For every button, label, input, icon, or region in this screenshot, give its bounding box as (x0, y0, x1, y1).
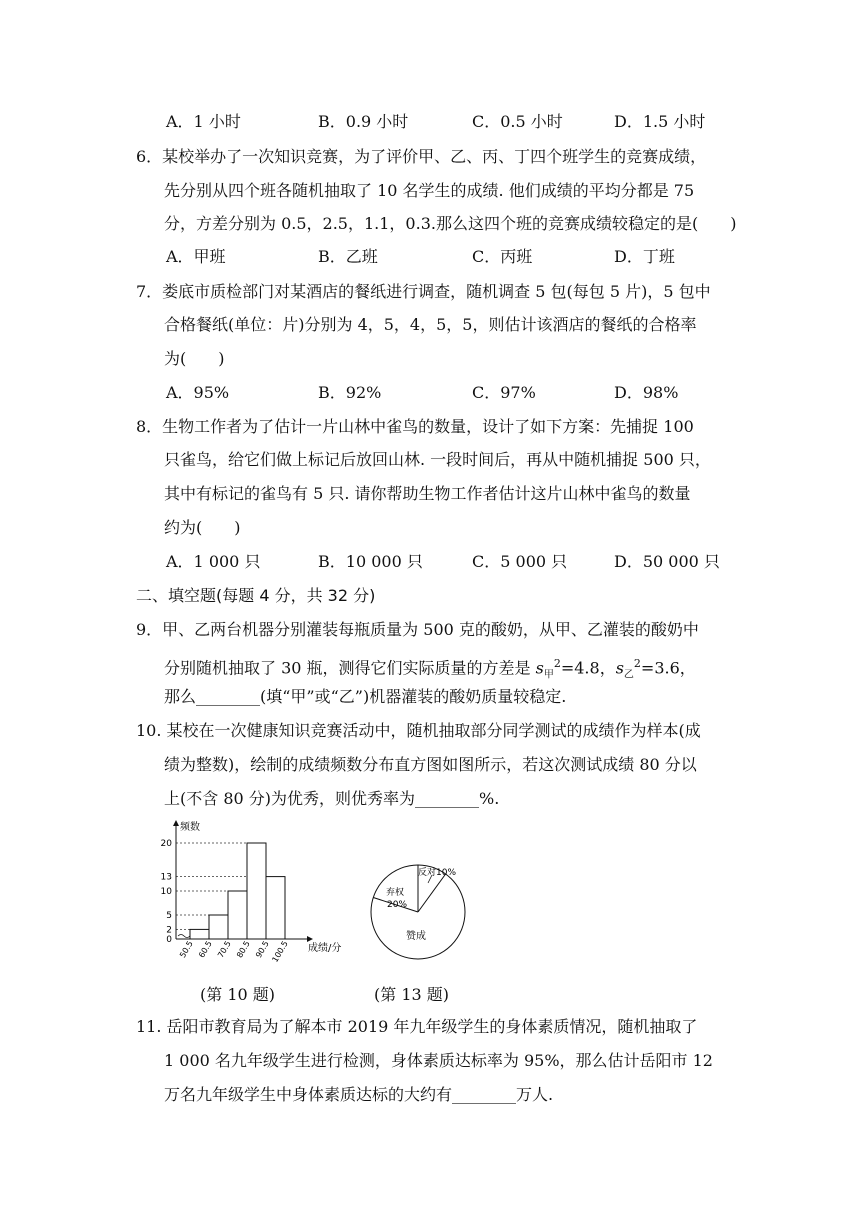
q7-line-3: 为( ) (164, 349, 225, 368)
x-tick-label: 80.5 (235, 939, 252, 960)
q9-line-2-text: 分别随机抽取了 30 瓶，测得它们实际质量的方差是 (164, 658, 536, 678)
q7-option-c: C．97% (472, 383, 536, 402)
axis-break-mark (178, 935, 190, 938)
variance-subscript-yi: 乙 (623, 669, 634, 681)
y-axis-label: 频数 (180, 822, 200, 833)
variance-value-jia: =4.8， (560, 658, 616, 678)
q8-line-3: 其中有标记的雀鸟有 5 只. 请你帮助生物工作者估计这片山林中雀鸟的数量 (164, 484, 691, 503)
q7-option-d: D．98% (614, 383, 679, 402)
variance-value-yi: =3.6， (640, 658, 696, 678)
q7-option-a: A．95% (166, 383, 230, 402)
q7-option-b: B．92% (318, 383, 382, 402)
q5-option-a: A．1 小时 (166, 112, 241, 131)
histogram-bar (266, 877, 285, 939)
pie-label-approve: 赞成 (406, 931, 426, 942)
y-tick-label: 20 (160, 839, 172, 849)
y-tick-label: 5 (166, 911, 172, 921)
q8-option-c: C．5 000 只 (472, 552, 568, 571)
q6-line-3: 分，方差分别为 0.5，2.5，1.1，0.3.那么这四个班的竞赛成绩较稳定的是( ) (164, 214, 737, 233)
q9-line-1: 9．甲、乙两台机器分别灌装每瓶质量为 500 克的酸奶，从甲、乙灌装的酸奶中 (136, 620, 699, 639)
pie-chart (360, 855, 480, 975)
q10-line-3: 上(不含 80 分)为优秀，则优秀率为________%. (164, 789, 500, 808)
pie-label-abstain: 弃权 (386, 888, 405, 898)
x-tick-label: 70.5 (216, 939, 233, 960)
q10-line-1: 10. 某校在一次健康知识竞赛活动中，随机抽取部分同学测试的成绩作为样本(成 (136, 721, 701, 740)
q6-option-a: A．甲班 (166, 247, 226, 266)
histogram-bar (247, 843, 266, 939)
q9-line-2 (164, 653, 696, 687)
figure-13-caption: (第 13 题) (374, 985, 450, 1004)
variance-square: 2 (553, 657, 561, 670)
pie-divider (418, 874, 446, 912)
y-tick-label: 13 (160, 872, 172, 883)
q11-line-2: 1 000 名九年级学生进行检测，身体素质达标率为 95%，那么估计岳阳市 12 (164, 1051, 713, 1070)
variance-subscript-jia: 甲 (543, 669, 554, 681)
q7-line-2: 合格餐纸(单位：片)分别为 4，5，4，5，5，则估计该酒店的餐纸的合格率 (164, 315, 697, 334)
variance-symbol: s (615, 658, 624, 678)
q8-option-a: A．1 000 只 (166, 552, 261, 571)
y-tick-label: 2 (166, 925, 172, 936)
q8-option-b: B．10 000 只 (318, 552, 423, 571)
q8-option-d: D．50 000 只 (614, 552, 720, 571)
pie-label-abstain-percent: 20% (387, 900, 408, 910)
q6-option-d: D．丁班 (614, 247, 675, 266)
figure-10-caption: (第 10 题) (200, 985, 276, 1004)
q9-line-3: 那么________(填“甲”或“乙”)机器灌装的酸奶质量较稳定. (164, 687, 567, 706)
q6-option-c: C．丙班 (472, 247, 533, 266)
y-tick-label: 0 (166, 935, 172, 945)
section-heading-fill-in: 二、填空题(每题 4 分，共 32 分) (136, 586, 376, 605)
pie-label-oppose: 反对10% (418, 868, 457, 878)
histogram-bar (228, 891, 247, 939)
x-tick-label: 60.5 (197, 939, 214, 960)
q11-line-1: 11. 岳阳市教育局为了解本市 2019 年九年级学生的身体素质情况，随机抽取了 (136, 1017, 698, 1036)
frequency-histogram (150, 815, 360, 965)
histogram-bar (190, 929, 209, 939)
q5-option-c: C．0.5 小时 (472, 112, 563, 131)
x-tick-label: 90.5 (254, 939, 271, 960)
q8-line-2: 只雀鸟，给它们做上标记后放回山林. 一段时间后，再从中随机捕捉 500 只， (164, 450, 711, 469)
q7-line-1: 7．娄底市质检部门对某酒店的餐纸进行调查，随机调查 5 包(每包 5 片)，5 包中 (136, 282, 711, 301)
x-axis-label: 成绩/分 (308, 943, 342, 954)
q11-line-3: 万名九年级学生中身体素质达标的大约有________万人. (164, 1085, 554, 1104)
x-tick-label: 100.5 (270, 939, 290, 964)
q5-option-d: D．1.5 小时 (614, 112, 706, 131)
q8-line-4: 约为( ) (164, 518, 241, 537)
q8-line-1: 8．生物工作者为了估计一片山林中雀鸟的数量，设计了如下方案：先捕捉 100 (136, 417, 694, 436)
q6-option-b: B．乙班 (318, 247, 378, 266)
histogram-bar (209, 915, 228, 939)
variance-square: 2 (633, 657, 641, 670)
q6-line-1: 6．某校举办了一次知识竞赛，为了评价甲、乙、丙、丁四个班学生的竞赛成绩， (136, 147, 707, 166)
q5-option-b: B．0.9 小时 (318, 112, 409, 131)
x-tick-label: 50.5 (178, 939, 195, 960)
q6-line-2: 先分别从四个班各随机抽取了 10 名学生的成绩. 他们成绩的平均分都是 75 (164, 181, 695, 200)
variance-symbol: s (535, 658, 544, 678)
y-tick-label: 10 (160, 887, 172, 897)
q10-line-2: 绩为整数)，绘制的成绩频数分布直方图如图所示，若这次测试成绩 80 分以 (164, 755, 697, 774)
